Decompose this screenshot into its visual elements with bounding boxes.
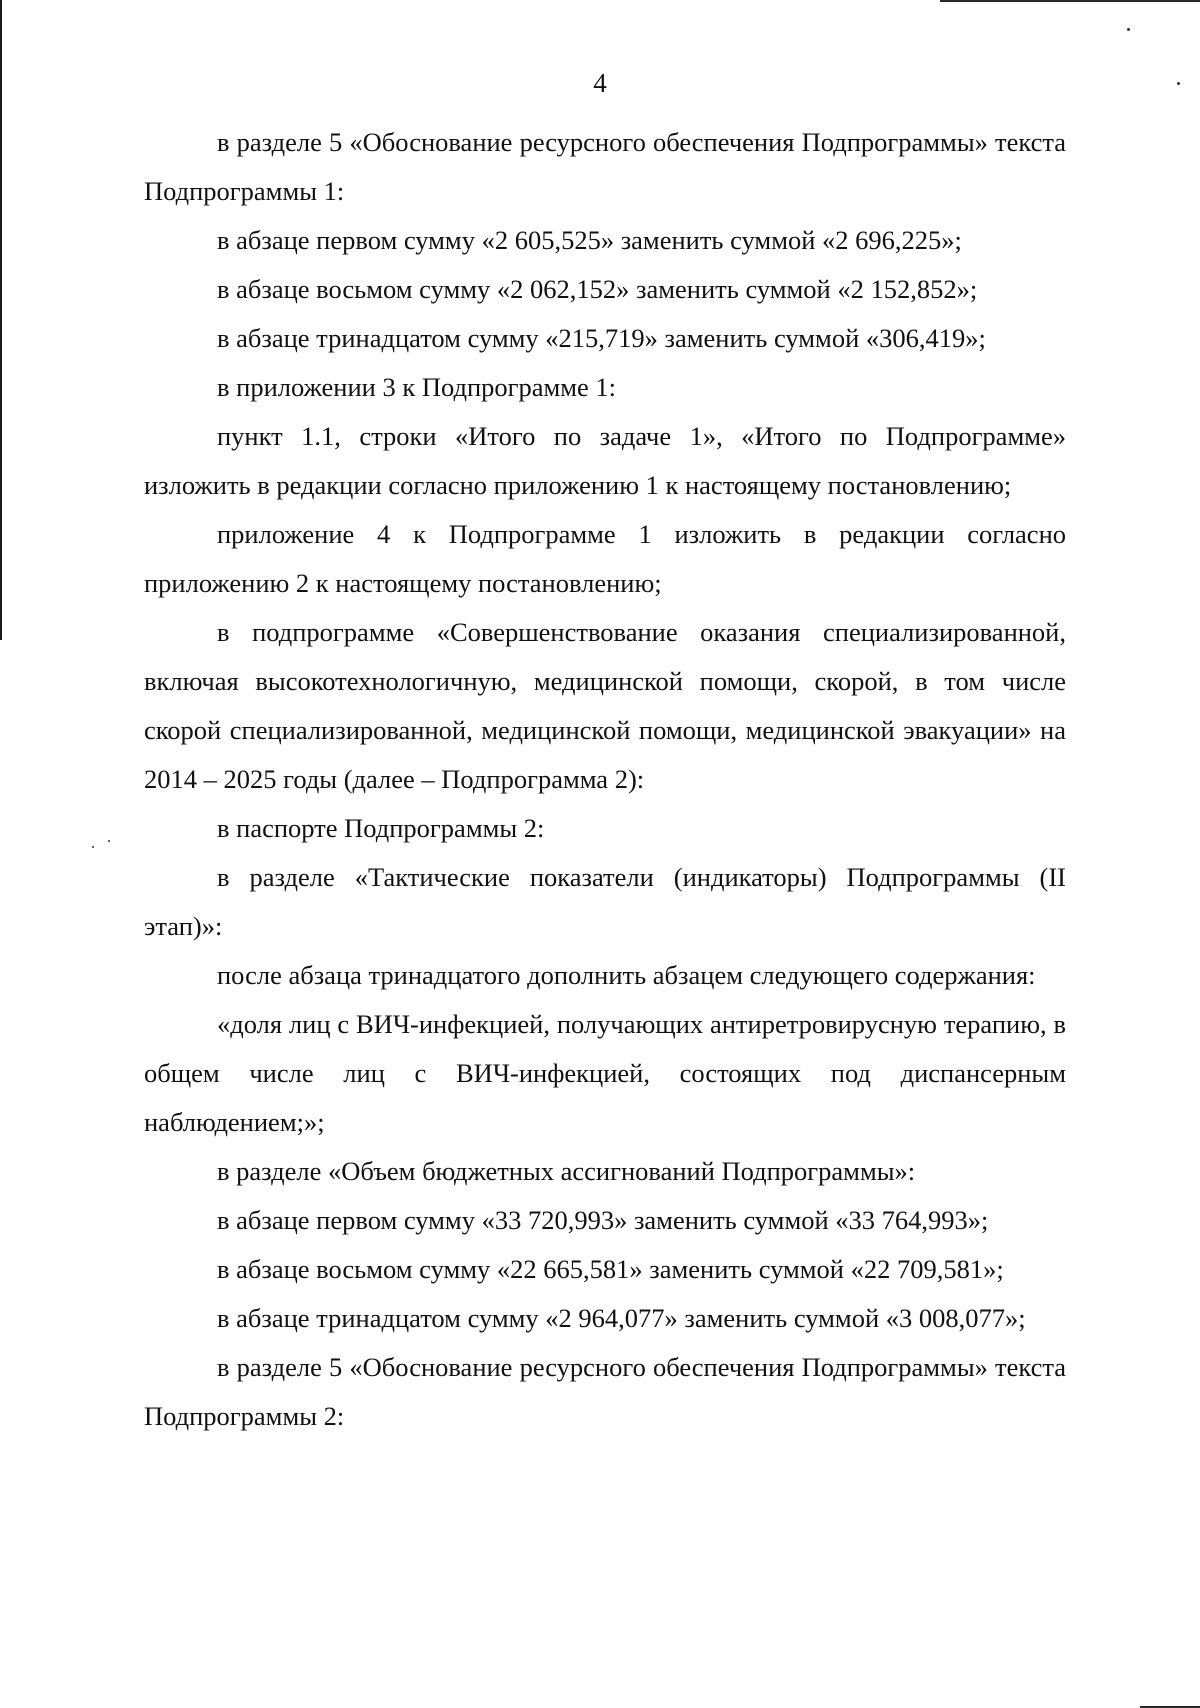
paragraph: в разделе «Тактические показатели (индикаторы) Подпрограммы (II этап)»:	[144, 862, 1066, 941]
paragraph: в абзаце первом сумму «2 605,525» заменить суммой «2 696,225»;	[217, 225, 962, 255]
paragraph: в абзаце первом сумму «33 720,993» заменить суммой «33 764,993»;	[217, 1205, 989, 1235]
scan-speck	[108, 840, 110, 842]
paragraph: в абзаце тринадцатом сумму «2 964,077» заменить суммой «3 008,077»;	[217, 1303, 1026, 1333]
paragraph: приложение 4 к Подпрограмме 1 изложить в редакции согласно приложению 2 к настоящему постановлению;	[144, 519, 1066, 598]
paragraph: «доля лиц с ВИЧ-инфекцией, получающих антиретровирусную терапию, в общем числе лиц с ВИЧ-инфекцией, состоящих под диспансерным наблюдением;»;	[144, 1009, 1066, 1137]
scan-speck	[92, 846, 94, 848]
paragraph: пункт 1.1, строки «Итого по задаче 1», «Итого по Подпрограмме» изложить в редакции согласно приложению 1 к настоящему постановлению;	[144, 421, 1066, 500]
paragraph: в разделе «Объем бюджетных ассигнований Подпрограммы»:	[217, 1156, 916, 1186]
paragraph: в приложении 3 к Подпрограмме 1:	[217, 372, 617, 402]
page-number: 4	[593, 68, 607, 98]
paragraph: в разделе 5 «Обоснование ресурсного обеспечения Подпрограммы» текста Подпрограммы 1:	[144, 127, 1066, 206]
scan-top-edge	[940, 0, 1200, 2]
paragraph: в паспорте Подпрограммы 2:	[217, 813, 545, 843]
paragraph: после абзаца тринадцатого дополнить абзацем следующего содержания:	[217, 960, 1036, 990]
paragraph: в разделе 5 «Обоснование ресурсного обеспечения Подпрограммы» текста Подпрограммы 2:	[144, 1352, 1066, 1431]
document-body	[144, 118, 1066, 1441]
scan-speck	[1127, 28, 1130, 31]
paragraph: в абзаце восьмом сумму «22 665,581» заменить суммой «22 709,581»;	[217, 1254, 1004, 1284]
paragraph: в абзаце тринадцатом сумму «215,719» заменить суммой «306,419»;	[217, 323, 986, 353]
paragraph: в абзаце восьмом сумму «2 062,152» заменить суммой «2 152,852»;	[217, 274, 978, 304]
paragraph: в подпрограмме «Совершенствование оказания специализированной, включая высокотехнологичную, медицинской помощи, скорой, в том числе скорой специализированной, медицинской помощи, медицинской эвакуации» на 2014 – 2025 годы (далее – Подпрограмма 2):	[144, 617, 1066, 794]
